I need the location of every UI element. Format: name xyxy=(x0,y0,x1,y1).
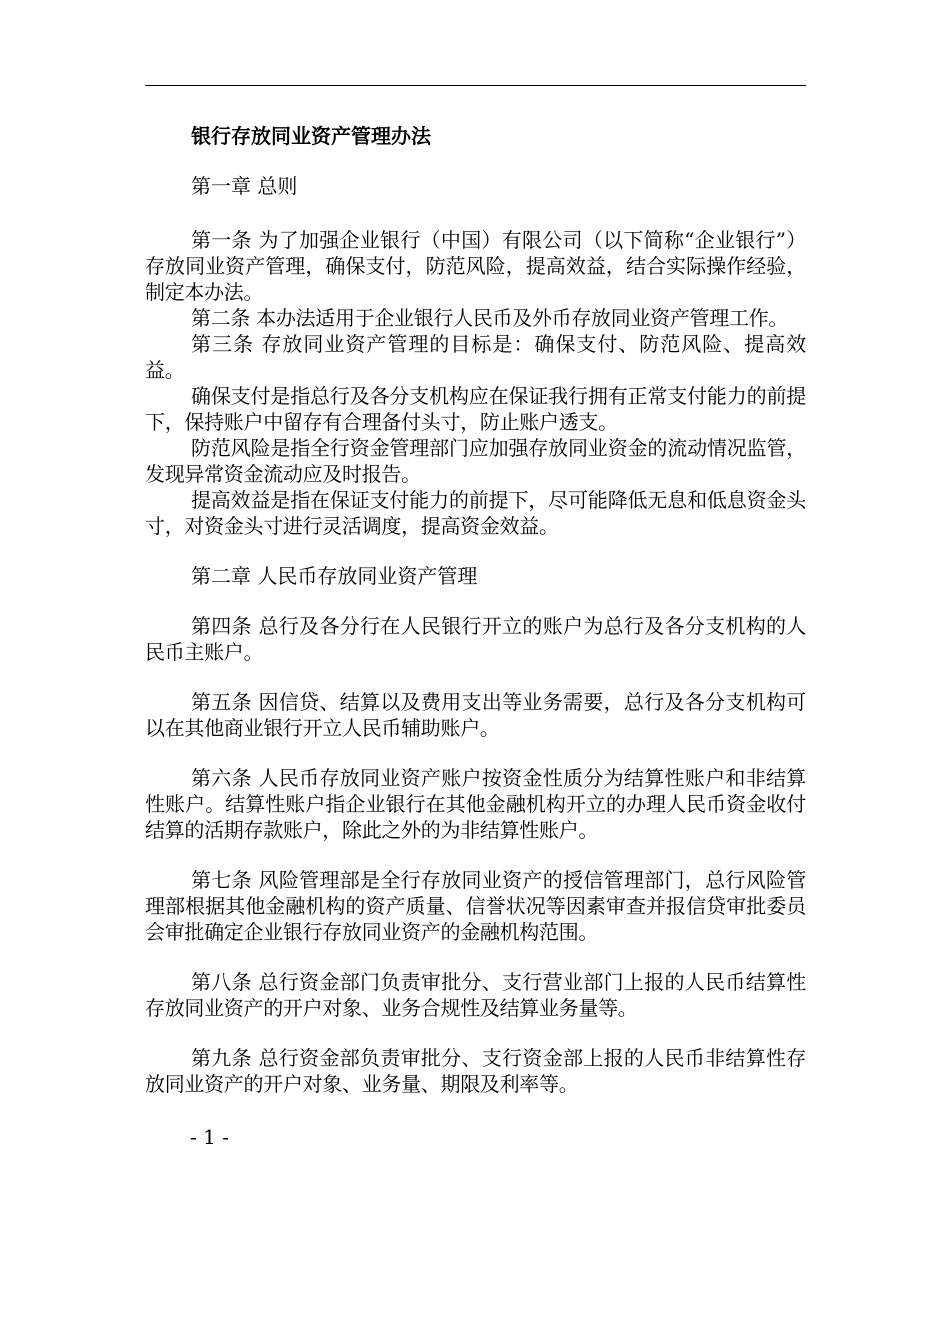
article-7: 第七条 风险管理部是全行存放同业资产的授信管理部门，总行风险管理部根据其他金融机构的资产质量、信誉状况等因素审查并报信贷审批委员会审批确定企业银行存放同业资产的金融机构范围。 xyxy=(145,868,806,944)
chapter-1-heading: 第一章 总则 xyxy=(191,174,298,198)
chapter-2-heading: 第二章 人民币存放同业资产管理 xyxy=(191,564,478,588)
document-body xyxy=(145,120,806,1097)
article-9: 第九条 总行资金部负责审批分、支行资金部上报的人民币非结算性存放同业资产的开户对象、业务量、期限及利率等。 xyxy=(145,1046,806,1096)
article-3-paragraph-2: 防范风险是指全行资金管理部门应加强存放同业资金的流动情况监管，发现异常资金流动应及时报告。 xyxy=(145,436,806,486)
article-3-paragraph-3: 提高效益是指在保证支付能力的前提下，尽可能降低无息和低息资金头寸，对资金头寸进行灵活调度，提高资金效益。 xyxy=(145,488,806,538)
article-3-paragraph-1: 确保支付是指总行及各分支机构应在保证我行拥有正常支付能力的前提下，保持账户中留存有合理备付头寸，防止账户透支。 xyxy=(145,384,806,434)
article-6: 第六条 人民币存放同业资产账户按资金性质分为结算性账户和非结算性账户。结算性账户指企业银行在其他金融机构开立的办理人民币资金收付结算的活期存款账户，除此之外的为非结算性账户。 xyxy=(145,766,806,842)
article-8: 第八条 总行资金部门负责审批分、支行营业部门上报的人民币结算性存放同业资产的开户对象、业务合规性及结算业务量等。 xyxy=(145,970,806,1020)
page-number: - 1 - xyxy=(190,1125,229,1149)
document-title: 银行存放同业资产管理办法 xyxy=(191,124,431,148)
article-2: 第二条 本办法适用于企业银行人民币及外币存放同业资产管理工作。 xyxy=(191,306,789,330)
article-4: 第四条 总行及各分行在人民银行开立的账户为总行及各分支机构的人民币主账户。 xyxy=(145,614,806,664)
header-rule xyxy=(145,85,806,86)
article-5: 第五条 因信贷、结算以及费用支出等业务需要，总行及各分支机构可以在其他商业银行开立人民币辅助账户。 xyxy=(145,690,806,740)
article-3: 第三条 存放同业资产管理的目标是：确保支付、防范风险、提高效益。 xyxy=(145,332,806,382)
article-1: 第一条 为了加强企业银行（中国）有限公司（以下简称“企业银行”）存放同业资产管理，确保支付，防范风险，提高效益，结合实际操作经验，制定本办法。 xyxy=(145,228,806,304)
